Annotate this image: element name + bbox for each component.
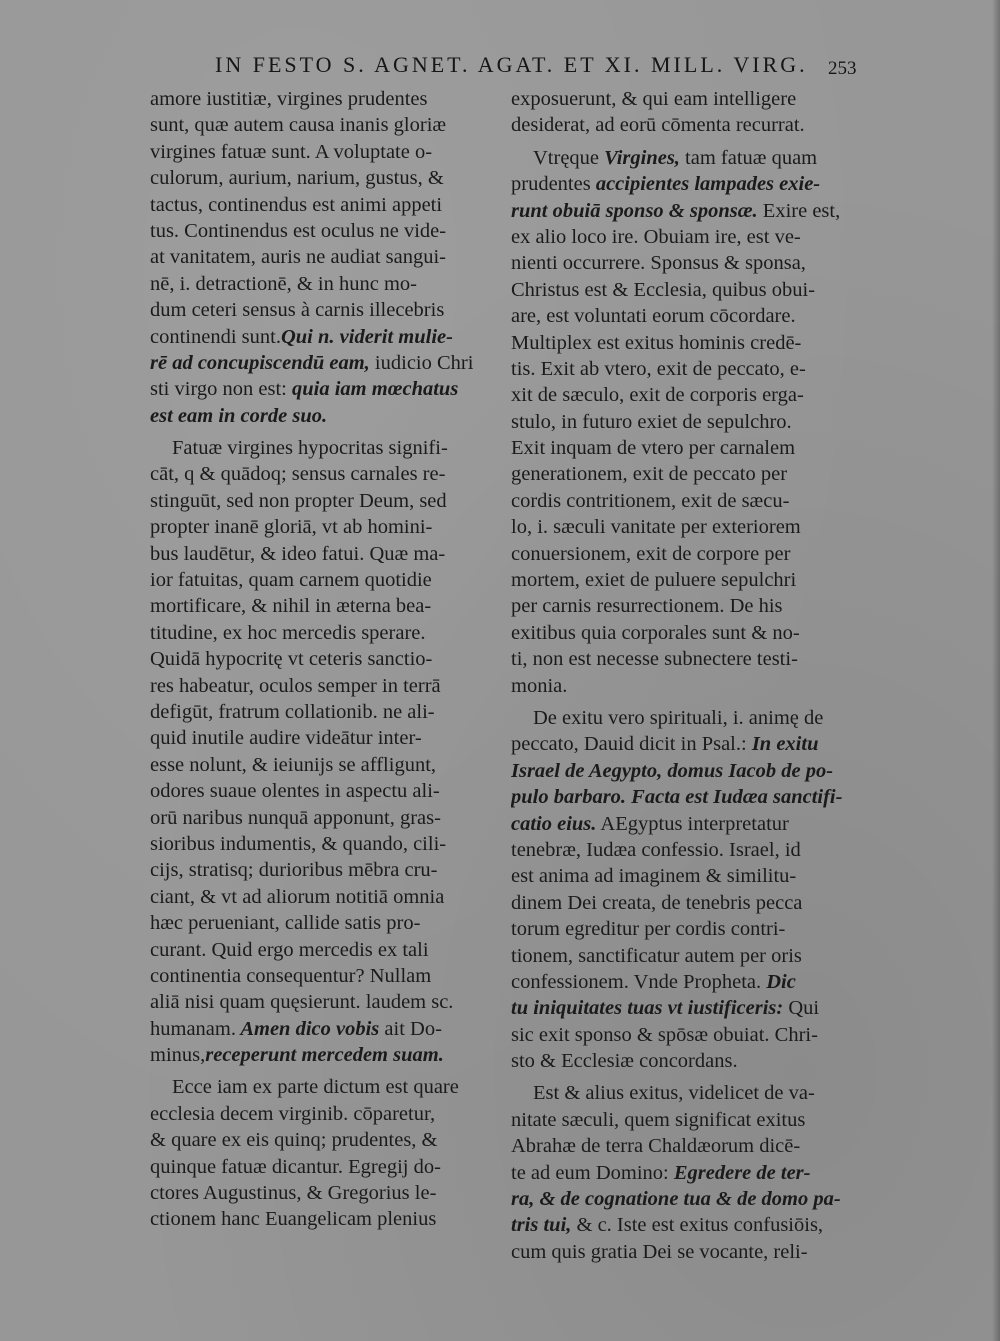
- text-line: mortificare, & nihil in æterna bea-: [150, 595, 432, 618]
- scripture-quote: rē ad concupiscendū eam,: [150, 351, 370, 374]
- text-line: mortem, exiet de puluere sepulchri: [511, 569, 797, 592]
- text-line: sic exit sponso & spōsæ obuiat. Chri-: [511, 1023, 818, 1046]
- text-line: per carnis resurrectionem. De his: [511, 595, 783, 618]
- text-line: [150, 324, 500, 350]
- text-run: minus,: [150, 1044, 206, 1067]
- text-line: propter inanē gloriā, vt ab homini-: [150, 516, 433, 539]
- text-line: [511, 1212, 851, 1238]
- text-line: exposuerunt, & qui eam intelligere: [511, 88, 797, 110]
- page-number: 253: [828, 58, 857, 79]
- text-line: nē, i. detractionē, & in hunc mo-: [150, 272, 417, 295]
- text-run: Exire est,: [757, 199, 841, 222]
- scripture-quote: Amen dico vobis: [235, 1017, 380, 1040]
- text-line: Christus est & Ecclesia, quibus obui-: [511, 278, 816, 301]
- text-line: xit de sæculo, exit de corporis erga-: [511, 384, 804, 407]
- text-line: De exitu vero spirituali, i. animę de: [533, 706, 824, 729]
- text-run: confessionem. Vnde Propheta.: [511, 970, 762, 993]
- text-line: exitibus quia corporales sunt & no-: [511, 621, 800, 644]
- scripture-quote: Egredere de ter-: [668, 1161, 811, 1184]
- scripture-quote: catio eius.: [511, 812, 597, 835]
- text-line: ciant, & vt ad aliorum notitiā omnia: [150, 885, 445, 908]
- paragraph: [511, 145, 851, 699]
- text-line: are, est voluntati eorum cōcordare.: [511, 305, 796, 328]
- scripture-quote: tu iniquitates tuas vt iustificeris:: [511, 997, 784, 1020]
- text-run: ait Do-: [379, 1017, 442, 1040]
- text-line: ior fatuitas, quam carnem quotidie: [150, 569, 432, 592]
- text-line: Exit inquam de vtero per carnalem: [511, 437, 796, 460]
- text-line: ti, non est necesse subnectere testi-: [511, 648, 798, 671]
- text-run: continendi sunt.: [150, 325, 281, 348]
- text-run: AEgyptus interpretatur: [596, 812, 789, 835]
- text-line: Fatuæ virgines hypocritas signifi-: [172, 437, 448, 460]
- text-run: te ad eum Domino:: [511, 1161, 669, 1184]
- scripture-quote: quia iam mœchatus: [286, 378, 459, 401]
- text-line: Ecce iam ex parte dictum est quare: [172, 1076, 459, 1099]
- text-line: continentia consequentur? Nullam: [150, 964, 432, 987]
- right-column: [511, 86, 851, 1265]
- text-line: [511, 784, 851, 810]
- text-run: prudentes: [511, 173, 591, 196]
- text-line: [511, 145, 851, 171]
- text-line: at vanitatem, auris ne audiat sangui-: [150, 246, 447, 269]
- text-line: culorum, aurium, narium, gustus, &: [150, 167, 444, 190]
- text-line: tionem, sanctificatur autem per oris: [511, 944, 802, 967]
- text-line: bus laudētur, & ideo fatui. Quæ ma-: [150, 542, 446, 565]
- page-edge-shadow: [992, 0, 1000, 1341]
- scripture-quote: receperunt mercedem suam.: [205, 1044, 444, 1067]
- text-line: res habeatur, oculos semper in terrā: [150, 674, 441, 697]
- scripture-quote: Dic: [766, 970, 796, 993]
- text-line: dinem Dei creata, de tenebris pecca: [511, 891, 803, 914]
- text-line: lo, i. sæculi vanitate per exteriorem: [511, 516, 801, 539]
- scripture-quote: pulo barbaro. Facta est Iudæa sanctifi-: [511, 786, 843, 809]
- text-line: & quare ex eis quinq; prudentes, &: [150, 1129, 438, 1152]
- text-line: virgines fatuæ sunt. A voluptate o-: [150, 140, 433, 163]
- text-line: sunt, quæ autem causa inanis gloriæ: [150, 114, 447, 137]
- text-line: ctionem hanc Euangelicam plenius: [150, 1208, 437, 1231]
- text-line: ecclesia decem virginib. cōparetur,: [150, 1102, 436, 1125]
- text-line: [511, 731, 851, 757]
- scripture-quote: runt obuiā sponso & sponsæ.: [511, 199, 758, 222]
- text-line: cum quis gratia Dei se vocante, reli-: [511, 1240, 808, 1263]
- text-line: sto & Ecclesiæ concordans.: [511, 1050, 738, 1073]
- text-line: desiderat, ad eorū cōmenta recurrat.: [511, 114, 805, 137]
- text-line: odores suaue olentes in aspectu ali-: [150, 780, 440, 803]
- text-line: titudine, ex hoc mercedis sperare.: [150, 621, 426, 644]
- text-run: tam fatuæ quam: [679, 146, 818, 169]
- text-line: nienti occurrere. Sponsus & sponsa,: [511, 252, 806, 275]
- text-line: cordis contritionem, exit de sæcu-: [511, 489, 790, 512]
- text-line: [511, 995, 851, 1021]
- text-line: dum ceteri sensus à carnis illecebris: [150, 299, 445, 322]
- text-line: orū naribus nunquā apponunt, gras-: [150, 806, 441, 829]
- text-line: [511, 1160, 851, 1186]
- text-line: [511, 758, 851, 784]
- text-line: tus. Continendus est oculus ne vide-: [150, 219, 447, 242]
- scripture-quote: Israel de Aegypto, domus Iacob de po-: [511, 759, 834, 782]
- scripture-quote: Virgines,: [599, 146, 680, 169]
- text-line: [511, 811, 851, 837]
- text-line: [511, 1186, 851, 1212]
- scripture-quote: Qui n. viderit mulie-: [280, 325, 453, 348]
- text-line: conuersionem, exit de corpore per: [511, 542, 791, 565]
- running-head: IN FESTO S. AGNET. AGAT. ET XI. MILL. VIRG.: [215, 52, 808, 77]
- text-line: amore iustitiæ, virgines prudentes: [150, 88, 428, 110]
- text-line: Quidā hypocritę vt ceteris sanctio-: [150, 648, 433, 671]
- text-line: quinque fatuæ dicantur. Egregij do-: [150, 1155, 441, 1178]
- text-line: torum egreditur per cordis contri-: [511, 918, 786, 941]
- text-line: [511, 969, 851, 995]
- text-run: & c. Iste est exitus confusiōis,: [571, 1214, 824, 1237]
- text-line: tenebræ, Iudæa confessio. Israel, id: [511, 838, 801, 861]
- text-line: [150, 350, 500, 376]
- scripture-quote: tris tui,: [511, 1214, 572, 1237]
- scripture-quote: accipientes lampades exie-: [590, 173, 821, 196]
- scripture-quote: ra, & de cognatione tua & de domo pa-: [511, 1188, 841, 1211]
- text-run: iudicio Chri: [369, 351, 474, 374]
- text-line: cijs, stratisq; durioribus mēbra cru-: [150, 859, 438, 882]
- text-run: sti virgo non est:: [150, 378, 287, 401]
- text-line: defigūt, fratrum collationib. ne ali-: [150, 700, 435, 723]
- text-line: Multiplex est exitus hominis credē-: [511, 331, 802, 354]
- text-line: curant. Quid ergo mercedis ex tali: [150, 938, 429, 961]
- text-line: [511, 171, 851, 197]
- text-run: Qui: [783, 997, 820, 1020]
- text-line: aliā nisi quam quęsierunt. laudem sc.: [150, 991, 454, 1014]
- text-line: [150, 1016, 500, 1042]
- scripture-quote: est eam in corde suo.: [150, 404, 328, 427]
- paragraph: [150, 86, 500, 429]
- text-line: esse nolunt, & ieiunijs se affligunt,: [150, 753, 437, 776]
- paragraph: [150, 435, 500, 1068]
- left-column: [150, 86, 500, 1233]
- text-line: [150, 403, 500, 429]
- text-line: generationem, exit de peccato per: [511, 463, 788, 486]
- text-line: tis. Exit ab vtero, exit de peccato, e-: [511, 357, 806, 380]
- paragraph: [150, 1074, 500, 1232]
- text-run: peccato, Dauid dicit in Psal.:: [511, 733, 747, 756]
- paragraph: [511, 705, 851, 1074]
- text-line: stulo, in futuro exiet de sepulchro.: [511, 410, 792, 433]
- text-line: ex alio loco ire. Obuiam ire, est ve-: [511, 225, 801, 248]
- text-run: Vtręque: [533, 146, 600, 169]
- text-line: stinguūt, sed non propter Deum, sed: [150, 489, 447, 512]
- text-line: quid inutile audire videātur inter-: [150, 727, 422, 750]
- text-line: tactus, continendus est animi appeti: [150, 193, 443, 216]
- text-line: ctores Augustinus, & Gregorius le-: [150, 1182, 437, 1205]
- text-line: nitate sæculi, quem significat exitus: [511, 1108, 806, 1131]
- text-line: hæc perueniant, callide satis pro-: [150, 912, 421, 935]
- text-line: Est & alius exitus, videlicet de va-: [533, 1082, 815, 1105]
- text-line: monia.: [511, 674, 568, 697]
- text-line: sioribus indumentis, & quando, cili-: [150, 832, 447, 855]
- text-line: [150, 1042, 500, 1068]
- text-line: Abrahæ de terra Chaldæorum dicē-: [511, 1135, 801, 1158]
- text-line: [511, 198, 851, 224]
- text-line: [150, 376, 500, 402]
- text-line: est anima ad imaginem & similitu-: [511, 865, 797, 888]
- text-line: cāt, q & quādoq; sensus carnales re-: [150, 463, 446, 486]
- text-run: humanam.: [150, 1017, 236, 1040]
- paragraph: [511, 86, 851, 139]
- scripture-quote: In exitu: [746, 733, 819, 756]
- paragraph: [511, 1080, 851, 1265]
